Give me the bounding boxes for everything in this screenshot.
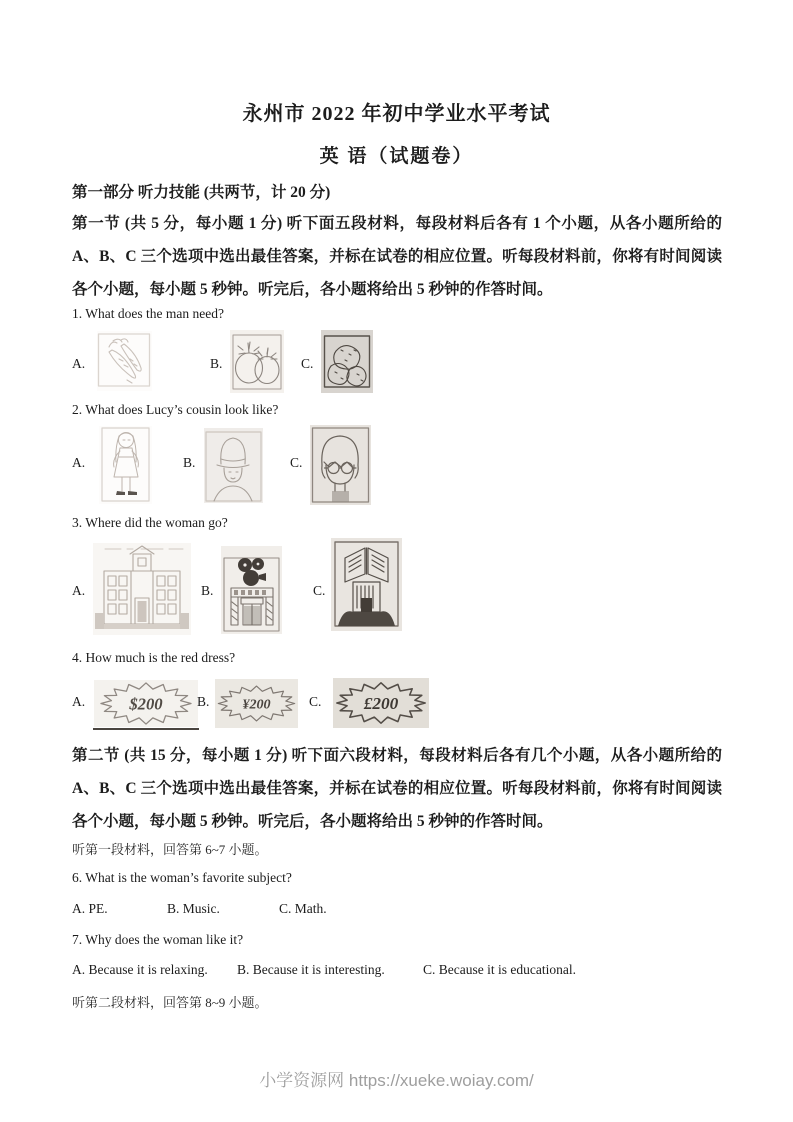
girl-image [99,426,152,504]
cinema-image [221,546,282,634]
question-3-text: 3. Where did the woman go? [72,515,228,530]
q4-option-b-label: B. [197,694,210,709]
q6-option-c: C. Math. [279,901,327,916]
q7-option-a: A. Because it is relaxing. [72,962,208,977]
price-c-text: £200 [363,693,399,713]
q6-option-b: B. Music. [167,901,220,916]
part1-heading: 第一部分 听力技能 (共两节，计 20 分) [72,184,331,201]
q2-option-c-label: C. [290,455,303,470]
glasses-boy-image [310,425,371,505]
tag-a-underline [93,728,199,730]
q3-option-a-label: A. [72,583,86,598]
q1-option-b-label: B. [210,356,223,371]
q7-option-b: B. Because it is interesting. [237,962,385,977]
material1-note: 听第一段材料，回答第 6~7 小题。 [72,842,268,857]
q2-option-a-label: A. [72,455,86,470]
q1-option-c-label: C. [301,356,314,371]
carrots-image [97,331,152,391]
price-tag-yuan-image [215,679,298,728]
price-tag-pound-image [333,678,429,728]
page-title: 永州市 2022 年初中学业水平考试 [242,103,551,125]
section1-instructions: 第一节 (共 5 分，每小题 1 分) 听下面五段材料，每段材料后各有 1 个小题，从各小题所给的 A、B、C 三个选项中选出最佳答案，并标在试卷的相应位置。听每段材料前，你将有时间阅读各个小题，每小题 5 秒钟。听完后，各小题将给出 5 秒钟的作答时间。 [72,215,722,298]
price-a-text: $200 [129,694,163,714]
bookstore-image [331,538,402,631]
tomatoes-image [230,330,284,393]
section2-instructions: 第二节 (共 15 分，每小题 1 分) 听下面六段材料，每段材料后各有几个小题，从各小题所给的 A、B、C 三个选项中选出最佳答案，并标在试卷的相应位置。听每段材料前，你将有时间阅读各个小题，每小题 5 秒钟。听完后，各小题将给出 5 秒钟的作答时间。 [72,747,722,830]
question-1-text: 1. What does the man need? [72,306,224,321]
q6-option-a: A. PE. [72,901,108,916]
q4-option-a-label: A. [72,694,86,709]
watermark-footer: 小学资源网 https://xueke.woiay.com/ [259,1071,534,1090]
price-b-text: ¥200 [242,696,271,713]
question-6-text: 6. What is the woman’s favorite subject? [72,870,292,885]
q4-option-c-label: C. [309,694,322,709]
question-2-text: 2. What does Lucy’s cousin look like? [72,402,279,417]
hat-person-image [204,428,263,503]
price-tag-dollar-image [94,680,198,727]
question-4-text: 4. How much is the red dress? [72,650,236,665]
q2-option-b-label: B. [183,455,196,470]
school-image [93,543,191,635]
material2-note: 听第二段材料，回答第 8~9 小题。 [72,995,268,1010]
q3-option-b-label: B. [201,583,214,598]
q1-option-a-label: A. [72,356,86,371]
page-subtitle: 英 语（试题卷） [319,146,474,167]
question-7-text: 7. Why does the woman like it? [72,932,244,947]
potatoes-image [321,330,373,393]
q3-option-c-label: C. [313,583,326,598]
q7-option-c: C. Because it is educational. [423,962,576,977]
